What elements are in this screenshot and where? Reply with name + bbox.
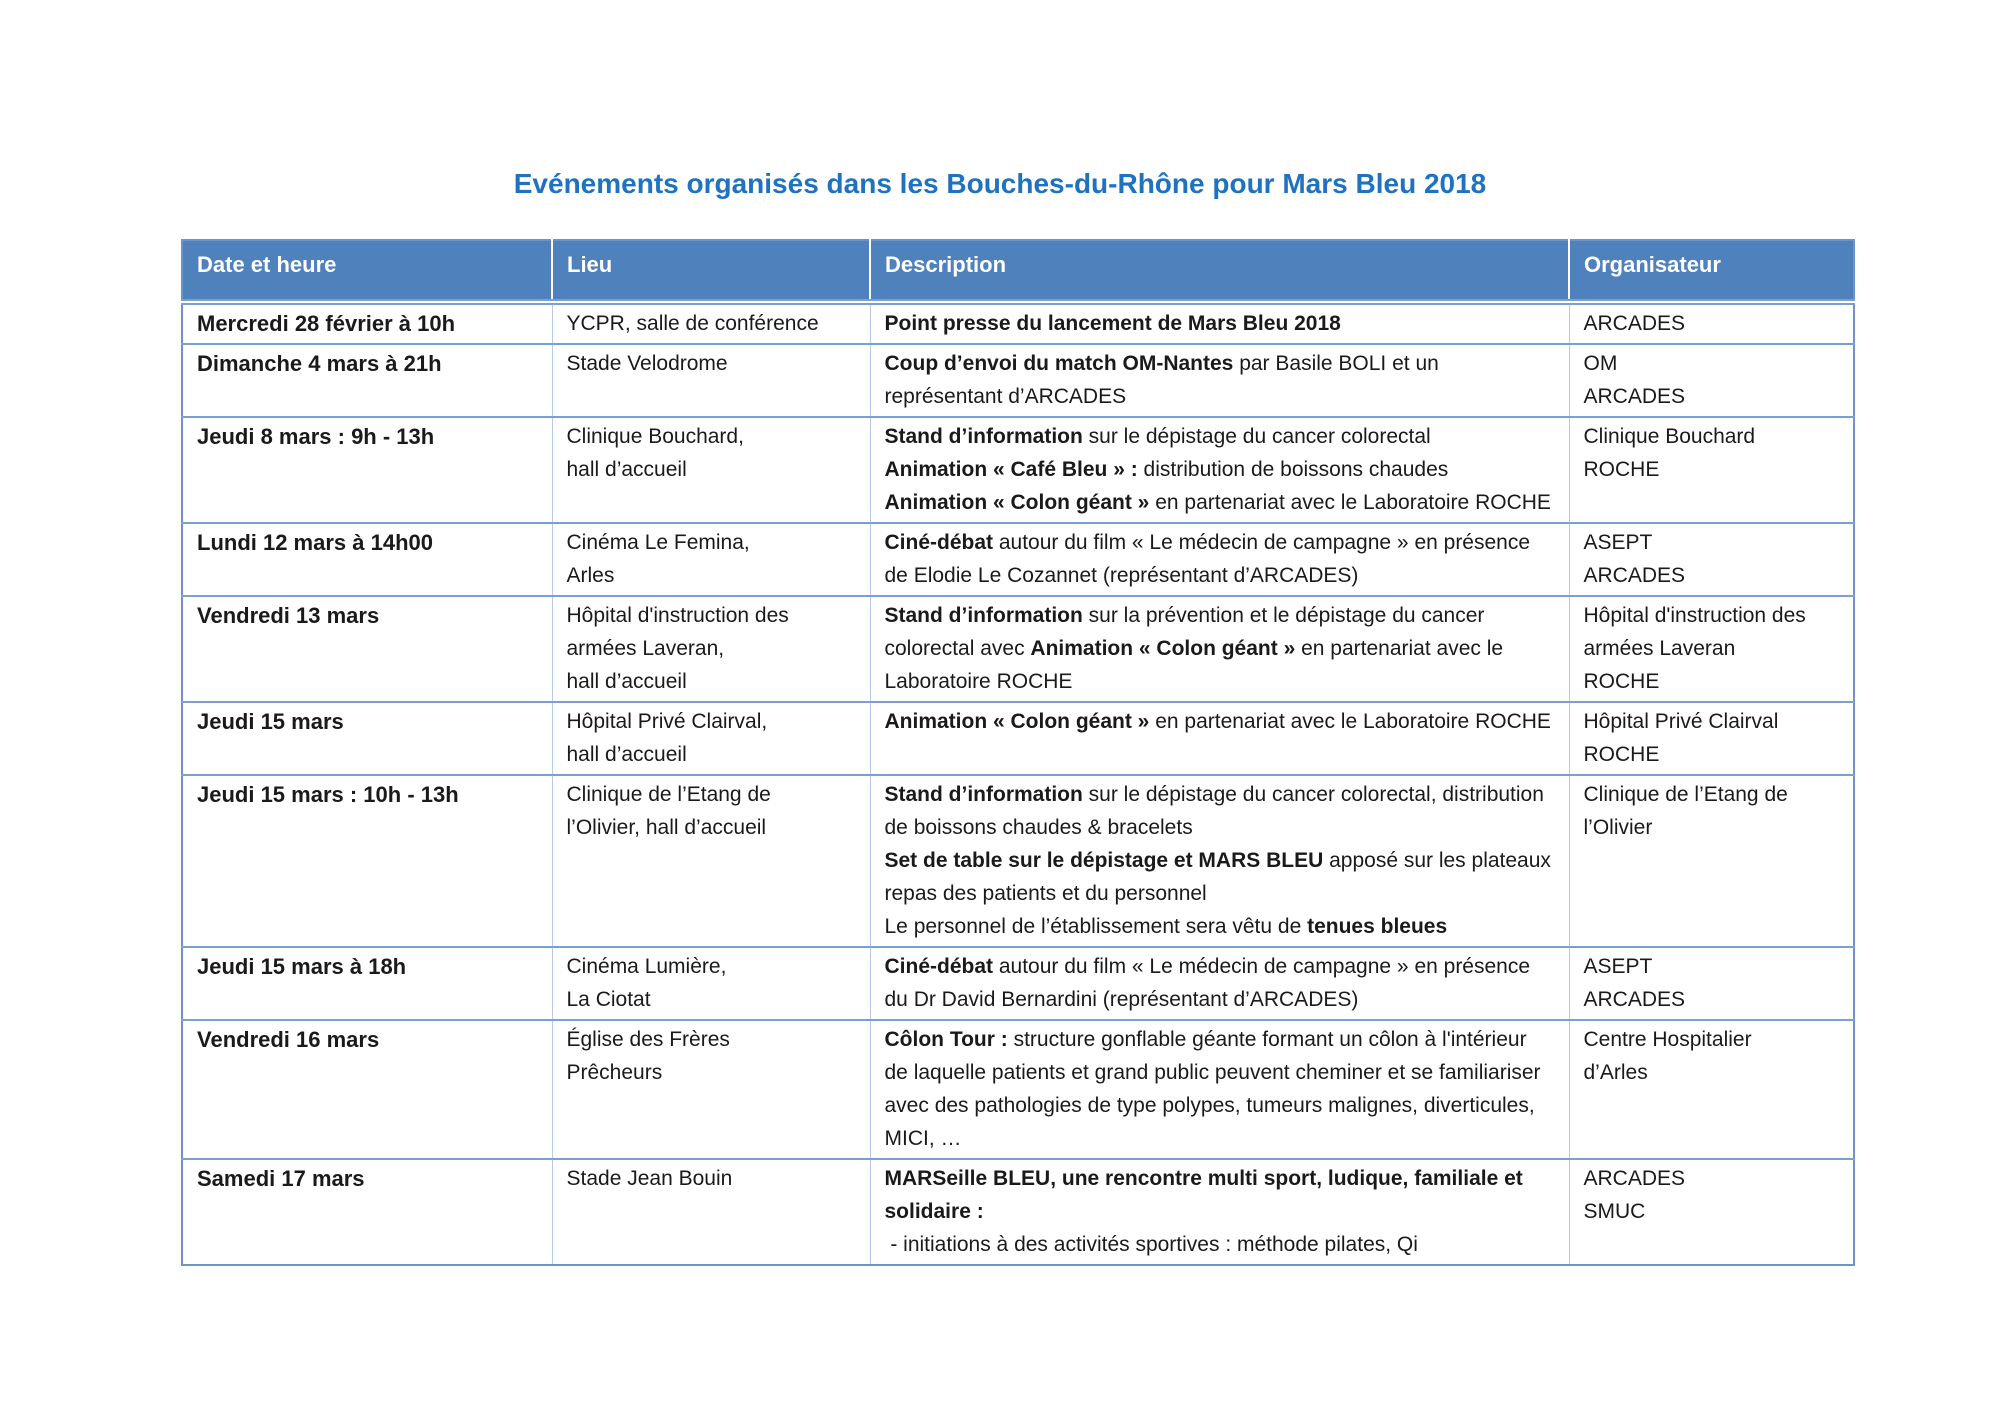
description-paragraph (885, 1162, 1555, 1228)
regular-text: sur le dépistage du cancer colorectal, distribution de boissons chaudes & bracelets (884, 783, 1550, 839)
cell-lieu (552, 702, 870, 775)
lieu-line: Stade Jean Bouin (566, 1167, 733, 1190)
organisateur-line: Hôpital d'instruction des armées Laveran (1583, 604, 1812, 660)
description-paragraph (885, 486, 1555, 519)
organisateur-line: Clinique de l’Etang de (1583, 783, 1788, 806)
cell-organisateur (1569, 417, 1854, 523)
event-rows (182, 302, 1854, 1265)
cell-date: Jeudi 8 mars : 9h - 13h (182, 417, 552, 523)
organisateur-line: l’Olivier (1583, 816, 1653, 839)
cell-description (870, 417, 1569, 523)
table-row (182, 947, 1854, 1020)
cell-lieu (552, 1020, 870, 1159)
cell-lieu (552, 523, 870, 596)
lieu-line: Prêcheurs (566, 1061, 663, 1084)
cell-description (870, 1020, 1569, 1159)
lieu-line: YCPR, salle de conférence (566, 312, 819, 335)
lieu-line: hall d’accueil (566, 743, 687, 766)
description-paragraph (885, 705, 1555, 738)
organisateur-line: ARCADES (1583, 312, 1686, 335)
organisateur-line: OM (1583, 352, 1618, 375)
regular-text: autour du film « Le médecin de campagne » en présence du Dr David Bernardini (représentant d’ARCADES) (884, 955, 1536, 1011)
lieu-line: Clinique de l’Etang de (566, 783, 771, 806)
cell-date: Vendredi 13 mars (182, 596, 552, 702)
bold-text: Animation « Colon géant » (1030, 637, 1296, 660)
description-paragraph (885, 347, 1555, 413)
cell-date: Jeudi 15 mars à 18h (182, 947, 552, 1020)
table-row (182, 775, 1854, 947)
table-row (182, 596, 1854, 702)
lieu-line: Église des Frères (566, 1028, 730, 1051)
regular-text: Le personnel de l’établissement sera vêtu de (884, 915, 1308, 938)
table-row (182, 1020, 1854, 1159)
table-row (182, 1159, 1854, 1265)
bold-text: Côlon Tour : (884, 1028, 1008, 1051)
organisateur-line: ARCADES (1583, 988, 1686, 1011)
regular-text: en partenariat avec le Laboratoire ROCHE (1149, 491, 1551, 514)
cell-lieu (552, 596, 870, 702)
regular-text: en partenariat avec le Laboratoire ROCHE (1149, 710, 1551, 733)
regular-text: autour du film « Le médecin de campagne » en présence de Elodie Le Cozannet (représentant d’ARCADES) (884, 531, 1536, 587)
description-paragraph (885, 307, 1555, 340)
lieu-line: Stade Velodrome (566, 352, 728, 375)
events-table (181, 239, 1855, 1266)
cell-lieu (552, 344, 870, 417)
cell-organisateur (1569, 1159, 1854, 1265)
organisateur-line: ARCADES (1583, 564, 1686, 587)
description-paragraph (885, 453, 1555, 486)
bold-text: Stand d’information (884, 425, 1083, 448)
organisateur-line: ROCHE (1583, 743, 1660, 766)
cell-description (870, 523, 1569, 596)
column-header-description: Description (870, 240, 1569, 302)
organisateur-line: Hôpital Privé Clairval (1583, 710, 1779, 733)
regular-text: structure gonflable géante formant un côlon à l'intérieur de laquelle patients et grand public peuvent cheminer et se familiariser avec des pathologies de type polypes, tumeurs malignes, diverticules, MICI, … (884, 1028, 1547, 1150)
column-header-date: Date et heure (182, 240, 552, 302)
cell-description (870, 596, 1569, 702)
bold-text: Animation « Colon géant » (884, 491, 1150, 514)
organisateur-line: ARCADES (1583, 385, 1686, 408)
bold-text: Stand d’information (884, 783, 1083, 806)
regular-text: distribution de boissons chaudes (1137, 458, 1449, 481)
table-row (182, 417, 1854, 523)
lieu-line: Hôpital d'instruction des armées Laveran, (566, 604, 795, 660)
cell-organisateur (1569, 596, 1854, 702)
cell-organisateur (1569, 1020, 1854, 1159)
bold-text: Point presse du lancement de Mars Bleu 2018 (884, 312, 1341, 335)
cell-organisateur (1569, 302, 1854, 344)
cell-date: Jeudi 15 mars (182, 702, 552, 775)
bold-text: Stand d’information (884, 604, 1083, 627)
description-paragraph (885, 599, 1555, 698)
cell-description (870, 775, 1569, 947)
regular-text: par Basile BOLI et un représentant d’ARCADES (884, 352, 1445, 408)
cell-date: Samedi 17 mars (182, 1159, 552, 1265)
description-paragraph (885, 950, 1555, 1016)
cell-description (870, 344, 1569, 417)
cell-description (870, 302, 1569, 344)
cell-lieu (552, 947, 870, 1020)
lieu-line: Cinéma Le Femina, (566, 531, 750, 554)
lieu-line: hall d’accueil (566, 458, 687, 481)
bold-text: Ciné-débat (884, 531, 994, 554)
cell-lieu (552, 302, 870, 344)
bold-text: Coup d’envoi du match OM-Nantes (884, 352, 1234, 375)
description-paragraph (885, 420, 1555, 453)
table-row (182, 344, 1854, 417)
bold-text: tenues bleues (1307, 915, 1448, 938)
cell-organisateur (1569, 702, 1854, 775)
document-header (0, 0, 2000, 202)
bold-text: Animation « Café Bleu » : (884, 458, 1138, 481)
organisateur-line: SMUC (1583, 1200, 1646, 1223)
header-row (182, 240, 1854, 302)
cell-description (870, 947, 1569, 1020)
cell-description (870, 702, 1569, 775)
organisateur-line: Centre Hospitalier (1583, 1028, 1752, 1051)
description-paragraph (885, 1228, 1555, 1261)
regular-text: sur le dépistage du cancer colorectal (1082, 425, 1431, 448)
cell-description (870, 1159, 1569, 1265)
regular-text: sur la prévention et le dépistage du cancer colorectal avec (884, 604, 1491, 660)
regular-text: en partenariat avec le Laboratoire ROCHE (884, 637, 1509, 693)
cell-date: Dimanche 4 mars à 21h (182, 344, 552, 417)
bold-text: Ciné-débat (884, 955, 994, 978)
cell-lieu (552, 1159, 870, 1265)
cell-organisateur (1569, 947, 1854, 1020)
cell-date: Vendredi 16 mars (182, 1020, 552, 1159)
table-row (182, 523, 1854, 596)
organisateur-line: ROCHE (1583, 670, 1660, 693)
regular-text: apposé sur les plateaux repas des patients et du personnel (884, 849, 1557, 905)
organisateur-line: ROCHE (1583, 458, 1660, 481)
column-header-lieu: Lieu (552, 240, 870, 302)
organisateur-line: ASEPT (1583, 531, 1653, 554)
table-row (182, 302, 1854, 344)
organisateur-line: ASEPT (1583, 955, 1653, 978)
lieu-line: Clinique Bouchard, (566, 425, 744, 448)
cell-organisateur (1569, 344, 1854, 417)
lieu-line: Hôpital Privé Clairval, (566, 710, 768, 733)
column-header-organisateur: Organisateur (1569, 240, 1854, 302)
cell-lieu (552, 417, 870, 523)
lieu-line: La Ciotat (566, 988, 651, 1011)
cell-organisateur (1569, 523, 1854, 596)
page-title: Evénements organisés dans les Bouches-du-Rhône pour Mars Bleu 2018 (513, 168, 1487, 199)
cell-date: Mercredi 28 février à 10h (182, 302, 552, 344)
cell-lieu (552, 775, 870, 947)
bold-text: Animation « Colon géant » (884, 710, 1150, 733)
table-header-row (182, 240, 1854, 302)
description-paragraph (885, 910, 1555, 943)
lieu-line: l’Olivier, hall d’accueil (566, 816, 767, 839)
organisateur-line: Clinique Bouchard (1583, 425, 1756, 448)
description-paragraph (885, 778, 1555, 844)
table-row (182, 702, 1854, 775)
organisateur-line: d’Arles (1583, 1061, 1648, 1084)
description-paragraph (885, 844, 1555, 910)
organisateur-line: ARCADES (1583, 1167, 1686, 1190)
bold-text: Set de table sur le dépistage et MARS BLEU (884, 849, 1324, 872)
lieu-line: Cinéma Lumière, (566, 955, 727, 978)
lieu-line: Arles (566, 564, 615, 587)
cell-date: Lundi 12 mars à 14h00 (182, 523, 552, 596)
cell-organisateur (1569, 775, 1854, 947)
cell-date: Jeudi 15 mars : 10h - 13h (182, 775, 552, 947)
regular-text: - initiations à des activités sportives : méthode pilates, Qi (884, 1233, 1418, 1256)
lieu-line: hall d’accueil (566, 670, 687, 693)
description-paragraph (885, 1023, 1555, 1155)
description-paragraph (885, 526, 1555, 592)
bold-text: MARSeille BLEU, une rencontre multi sport, ludique, familiale et solidaire : (884, 1167, 1529, 1223)
